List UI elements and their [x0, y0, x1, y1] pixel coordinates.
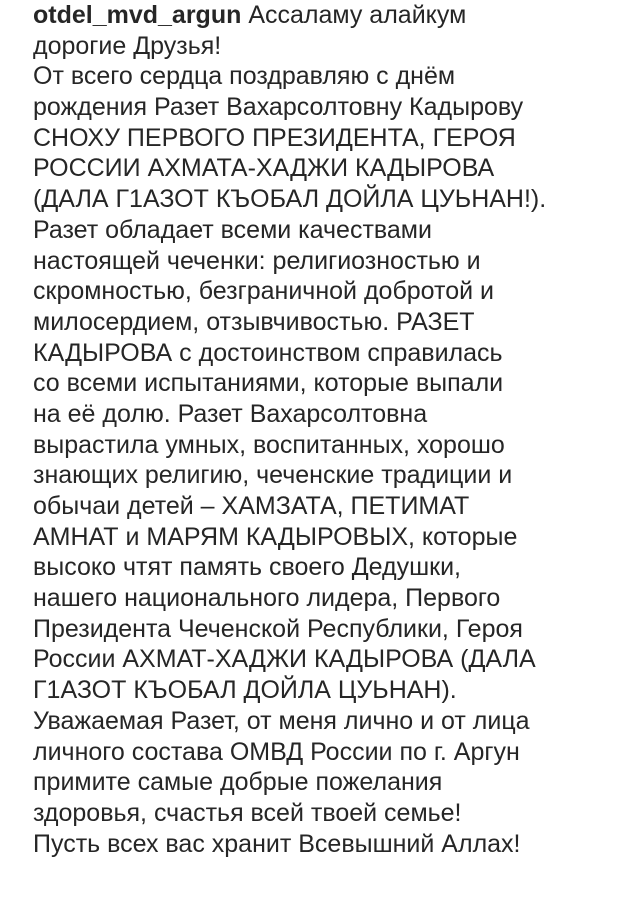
caption-line: здоровья, счастья всей твоей семье!	[33, 798, 462, 827]
caption-line: (ДАЛА Г1АЗОТ КЪОБАЛ ДОЙЛА ЦУЬНАН!).	[33, 185, 547, 214]
caption-first-line-text: Ассаламу алайкум	[241, 1, 467, 29]
caption-line: СНОХУ ПЕРВОГО ПРЕЗИДЕНТА, ГЕРОЯ	[33, 123, 516, 152]
caption-line: скромностью, безграничной добротой и	[33, 277, 494, 306]
post-caption	[33, 0, 633, 859]
caption-line: КАДЫРОВА с достоинством справилась	[33, 338, 503, 367]
caption-line: Пусть всех вас хранит Всевышний Аллах!	[33, 829, 521, 858]
caption-line: Разет обладает всеми качествами	[33, 215, 432, 244]
caption-line: Г1АЗОТ КЪОБАЛ ДОЙЛА ЦУЬНАН).	[33, 676, 457, 705]
username-link[interactable]: otdel_mvd_argun	[33, 1, 242, 29]
caption-line: России АХМАТ-ХАДЖИ КАДЫРОВА (ДАЛА	[33, 645, 536, 674]
caption-line: От всего сердца поздравляю с днём	[33, 62, 456, 91]
caption-line: обычаи детей – ХАМЗАТА, ПЕТИМАТ	[33, 492, 470, 520]
caption-line: вырастила умных, воспитанных, хорошо	[33, 430, 505, 459]
caption-line	[33, 0, 633, 31]
caption-line: АМНАТ и МАРЯМ КАДЫРОВЫХ, которые	[33, 522, 518, 551]
caption-line: настоящей чеченки: религиозностью и	[33, 246, 481, 275]
caption-line: Уважаемая Разет, от меня лично и от лица	[33, 706, 530, 735]
caption-line: РОССИИ АХМАТА-ХАДЖИ КАДЫРОВА	[33, 154, 495, 183]
caption-line: личного состава ОМВД России по г. Аргун	[33, 737, 520, 766]
caption-line: со всеми испытаниями, которые выпали	[33, 369, 504, 398]
caption-line: высоко чтят память своего Дедушки,	[33, 553, 462, 582]
caption-line: дорогие Друзья!	[33, 31, 222, 60]
caption-line: Президента Чеченской Республики, Героя	[33, 614, 523, 643]
caption-line: милосердием, отзывчивостью. РАЗЕТ	[33, 307, 475, 336]
caption-line: рождения Разет Вахарсолтовну Кадырову	[33, 93, 524, 122]
caption-line: нашего национального лидера, Первого	[33, 584, 501, 613]
caption-line: примите самые добрые пожелания	[33, 768, 443, 797]
caption-line: знающих религию, чеченские традиции и	[33, 461, 513, 490]
caption-line: на её долю. Разет Вахарсолтовна	[33, 399, 428, 428]
